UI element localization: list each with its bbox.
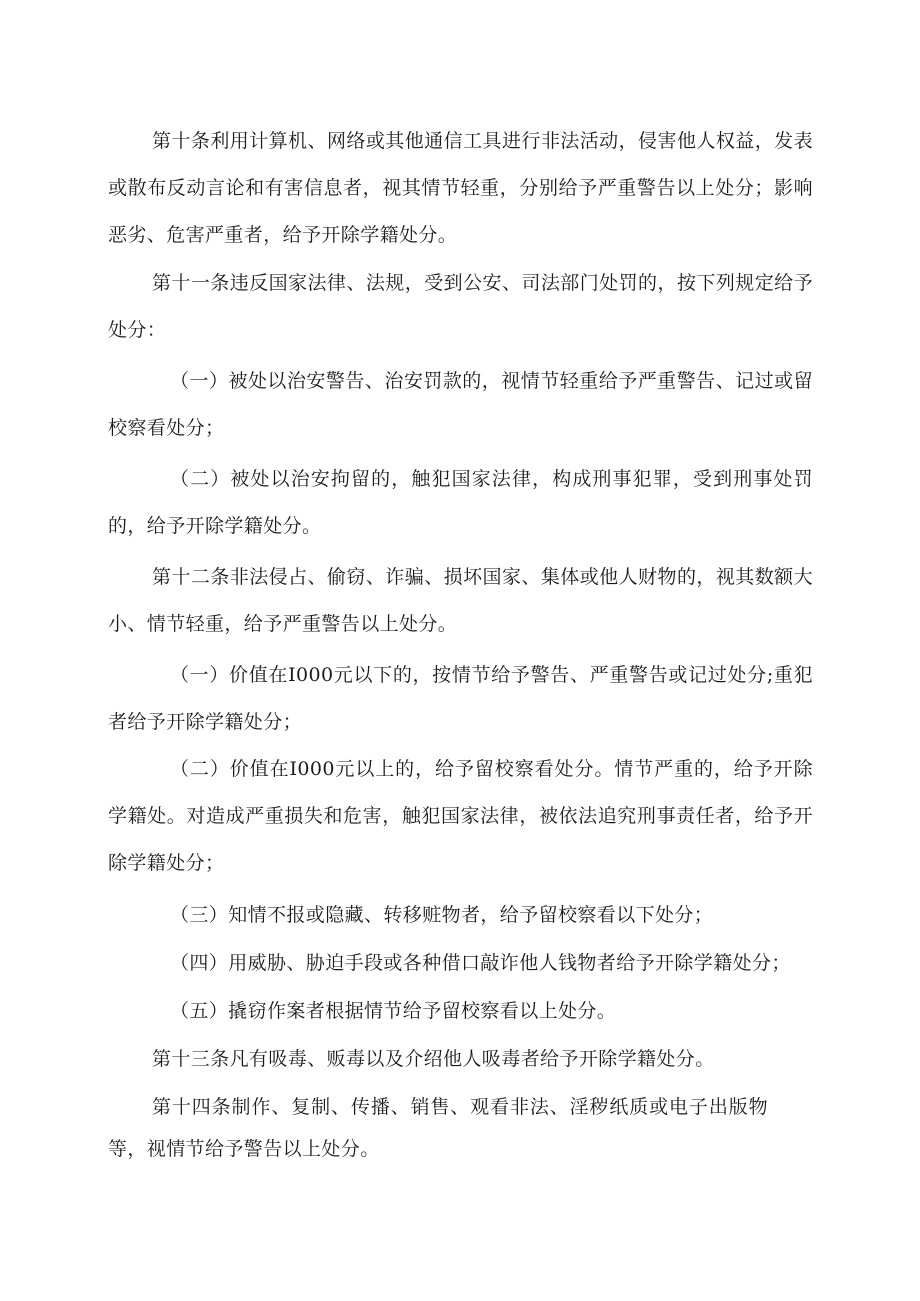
article-12-item-5: （五）撬窃作案者根据情节给予留校察看以上处分。: [170, 1000, 617, 1022]
article-11-item-1: （一）被处以治安警告、治安罚款的，视情节轻重给予严重警告、记过或留校察看处分；: [108, 370, 813, 439]
article-10-paragraph: 第十条利用计算机、网络或其他通信工具进行非法活动，侵害他人权益，发表或散布反动言论和有害信息者，视其情节轻重，分别给予严重警告以上处分；影响恶劣、危害严重者，给予开除学籍处分。: [108, 130, 813, 246]
article-11-item-2: （二）被处以治安拘留的，触犯国家法律，构成刑事犯罪，受到刑事处罚的，给予开除学籍处分。: [108, 468, 813, 537]
article-12-item-2: （二）价值在I000元以上的，给予留校察看处分。情节严重的，给予开除学籍处。对造成严重损失和危害，触犯国家法律，被依法追究刑事责任者，给予开除学籍处分；: [108, 758, 813, 874]
article-12-paragraph: 第十二条非法侵占、偷窃、诈骗、损坏国家、集体或他人财物的，视其数额大小、情节轻重，给予严重警告以上处分。: [108, 566, 813, 635]
article-12-item-4: （四）用威胁、胁迫手段或各种借口敲诈他人钱物者给予开除学籍处分；: [170, 952, 791, 974]
article-12-item-3: （三）知情不报或隐藏、转移赃物者，给予留校察看以下处分；: [170, 904, 714, 926]
article-11-paragraph: 第十一条违反国家法律、法规，受到公安、司法部门处罚的，按下列规定给予处分：: [108, 272, 813, 341]
article-14-paragraph: 第十四条制作、复制、传播、销售、观看非法、淫秽纸质或电子出版物等，视情节给予警告以上处分。: [108, 1096, 768, 1160]
article-13-paragraph: 第十三条凡有吸毒、贩毒以及介绍他人吸毒者给予开除学籍处分。: [152, 1048, 715, 1070]
article-12-item-1: （一）价值在I000元以下的，按情节给予警告、严重警告或记过处分;重犯者给予开除学籍处分；: [108, 664, 813, 733]
